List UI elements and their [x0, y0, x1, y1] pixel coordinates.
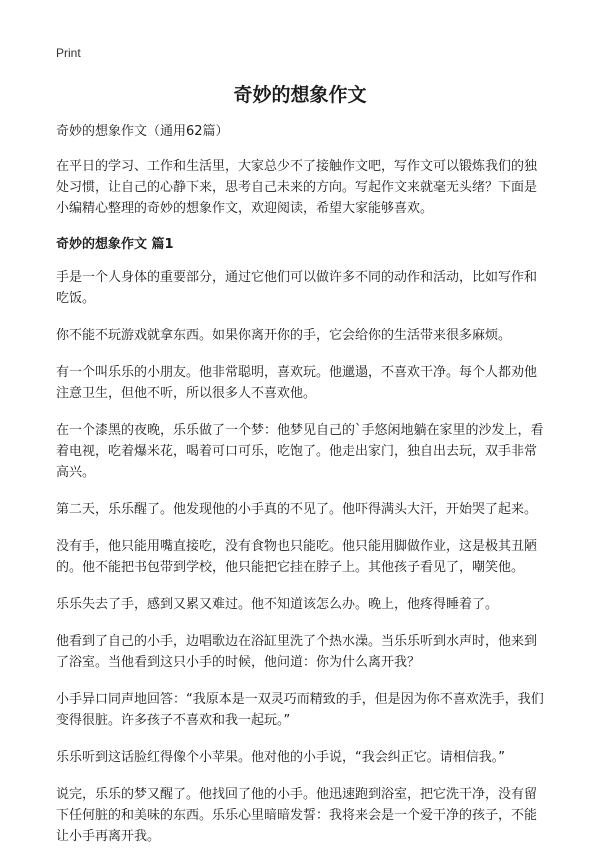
paragraph: 小手异口同声地回答：“我原本是一双灵巧而精致的手，但是因为你不喜欢洗手，我们变得很脏。许多孩子不喜欢和我一起玩。” — [56, 692, 544, 728]
section-heading: 奇妙的想象作文 篇1 — [56, 237, 174, 252]
paragraph: 乐乐听到这话脸红得像个小苹果。他对他的小手说，“我会纠正它。请相信我。” — [56, 750, 505, 765]
paragraph: 他看到了自己的小手，边唱歌边在浴缸里洗了个热水澡。当乐乐听到水声时，他来到了浴室。当他看到这只小手的时候，他问道：你为什么离开我？ — [56, 634, 538, 670]
article-body — [56, 121, 548, 863]
paragraph: 有一个叫乐乐的小朋友。他非常聪明，喜欢玩。他邋遢，不喜欢干净。每个人都劝他注意卫生，但他不听，所以很多人不喜欢他。 — [56, 365, 538, 401]
paragraph: 你不能不玩游戏就拿东西。如果你离开你的手，它会给你的生活带来很多麻烦。 — [56, 328, 512, 343]
intro-paragraph: 在平日的学习、工作和生活里，大家总少不了接触作文吧，写作文可以锻炼我们的独处习惯，让自己的心静下来，思考自己未来的方向。写起作文来就毫无头绪？下面是小编精心整理的奇妙的想象作文，欢迎阅读，希望大家能够喜欢。 — [56, 159, 538, 216]
print-link[interactable]: Print — [56, 46, 81, 60]
paragraph: 手是一个人身体的重要部分，通过它他们可以做许多不同的动作和活动，比如写作和吃饭。 — [56, 270, 538, 306]
paragraph: 在一个漆黑的夜晚，乐乐做了一个梦：他梦见自己的`手悠闲地躺在家里的沙发上，看着电视，吃着爆米花，喝着可口可乐，吃饱了。他走出家门，独自出去玩，双手非常高兴。 — [56, 423, 544, 480]
paragraph: 没有手，他只能用嘴直接吃，没有食物也只能吃。他只能用脚做作业，这是极其丑陋的。他不能把书包带到学校，他只能把它挂在脖子上。其他孩子看见了，嘲笑他。 — [56, 539, 538, 575]
paragraph: 说完，乐乐的梦又醒了。他找回了他的小手。他迅速跑到浴室，把它洗干净，没有留下任何脏的和美味的东西。乐乐心里暗暗发誓：我将来会是一个爱干净的孩子，不能让小手再离开我。 — [56, 787, 538, 844]
article-title: 奇妙的想象作文 — [233, 84, 367, 106]
paragraph: 第二天，乐乐醒了。他发现他的小手真的不见了。他吓得满头大汗，开始哭了起来。 — [56, 502, 538, 517]
article-subtitle: 奇妙的想象作文（通用62篇） — [56, 124, 229, 139]
paragraph: 乐乐失去了手，感到又累又难过。他不知道该怎么办。晚上，他疼得睡着了。 — [56, 597, 499, 612]
